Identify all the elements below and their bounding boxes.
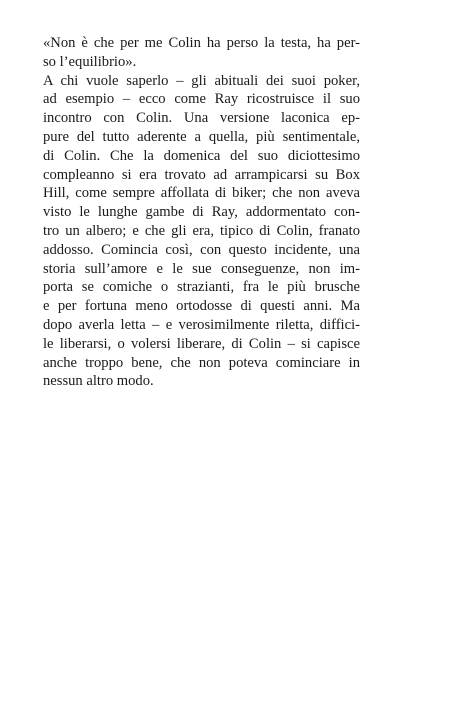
text-line: so l’equilibrio». [43, 53, 137, 70]
text-line: storia sull’amore e le sue conseguenze, non im- [43, 260, 360, 277]
text-line: e per fortuna meno ortodosse di questi anni. Ma [43, 298, 360, 315]
text-line: tro un albero; e che gli era, tipico di Colin, franato [43, 222, 360, 239]
text-line: Hill, come sempre affollata di biker; che non aveva [43, 185, 360, 202]
text-line: ad esempio – ecco come Ray ricostruisce il suo [43, 91, 360, 108]
text-line: di Colin. Che la domenica del suo diciottesimo [43, 147, 360, 164]
body-text [43, 34, 360, 391]
text-line: porta se comiche o strazianti, fra le più brusche [43, 279, 360, 296]
text-line: addosso. Comincia così, con questo incidente, una [43, 241, 360, 258]
text-line: dopo averla letta – e verosimilmente riletta, diffici- [43, 316, 360, 333]
text-line: le liberarsi, o volersi liberare, di Colin – si capisce [43, 335, 360, 352]
text-line: compleanno si era trovato ad arrampicarsi su Box [43, 166, 360, 183]
text-line: anche troppo bene, che non poteva cominciare in [43, 354, 360, 371]
text-line: «Non è che per me Colin ha perso la testa, ha per- [43, 35, 360, 51]
text-line: A chi vuole saperlo – gli abituali dei suoi poker, [43, 72, 360, 89]
text-line: incontro con Colin. Una versione laconica ep- [43, 110, 360, 127]
text-line: nessun altro modo. [43, 373, 154, 390]
text-line: pure del tutto aderente a quella, più sentimentale, [43, 128, 360, 145]
text-line: visto le lunghe gambe di Ray, addormentato con- [43, 204, 360, 221]
